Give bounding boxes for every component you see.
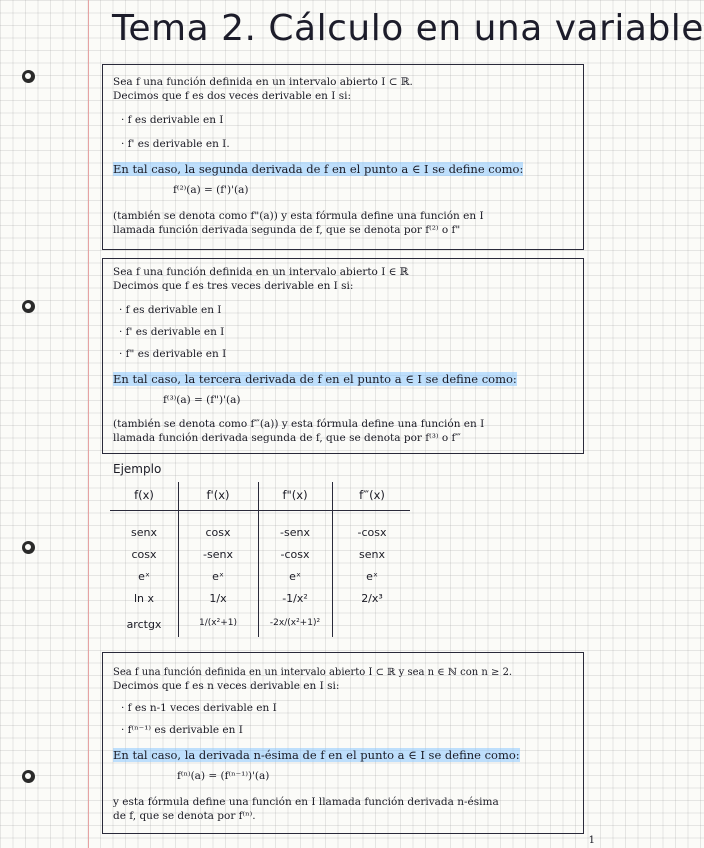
table-divider xyxy=(110,510,410,511)
bullet-item: · f' es derivable en I. xyxy=(121,138,230,150)
page-title: Tema 2. Cálculo en una variable xyxy=(112,8,704,49)
page-number: 1 xyxy=(588,835,595,846)
table-cell: 1/x xyxy=(209,592,227,605)
binder-hole xyxy=(22,541,35,554)
formula: f⁽ⁿ⁾(a) = (f⁽ⁿ⁻¹⁾)'(a) xyxy=(177,770,270,782)
text-line: (también se denota como f"(a)) y esta fórmula define una función en I xyxy=(113,210,484,222)
text-line: Decimos que f es dos veces derivable en I si: xyxy=(113,90,352,102)
table-divider xyxy=(178,482,179,637)
table-cell: -senx xyxy=(203,548,233,561)
text-line: llamada función derivada segunda de f, que se denota por f⁽³⁾ o f‴ xyxy=(113,432,461,444)
table-cell: 1/(x²+1) xyxy=(199,618,237,628)
highlighted-text: En tal caso, la derivada n-ésima de f en el punto a ∈ I se define como: xyxy=(113,748,520,762)
binder-hole xyxy=(22,770,35,783)
highlighted-text: En tal caso, la tercera derivada de f en el punto a ∈ I se define como: xyxy=(113,372,517,386)
definition-box-second-derivative xyxy=(102,64,584,250)
table-cell: -senx xyxy=(280,526,310,539)
text-line: (también se denota como f‴(a)) y esta fórmula define una función en I xyxy=(113,418,485,430)
bullet-item: · f⁽ⁿ⁻¹⁾ es derivable en I xyxy=(121,724,243,736)
table-header: f(x) xyxy=(134,488,154,502)
table-cell: 2/x³ xyxy=(361,592,383,605)
example-label: Ejemplo xyxy=(113,462,162,476)
highlighted-text: En tal caso, la segunda derivada de f en el punto a ∈ I se define como: xyxy=(113,162,524,176)
text-line: de f, que se denota por f⁽ⁿ⁾. xyxy=(113,810,256,822)
table-header: f‴(x) xyxy=(359,488,385,502)
formula: f⁽³⁾(a) = (f")'(a) xyxy=(163,394,241,406)
table-divider xyxy=(258,482,259,637)
table-cell: -cosx xyxy=(357,526,387,539)
table-cell: cosx xyxy=(131,548,157,561)
text-line: y esta fórmula define una función en I llamada función derivada n-ésima xyxy=(113,796,499,808)
binder-hole xyxy=(22,300,35,313)
text-line: llamada función derivada segunda de f, que se denota por f⁽²⁾ o f" xyxy=(113,224,461,236)
table-cell: eˣ xyxy=(289,570,301,583)
table-cell: arctgx xyxy=(126,618,162,631)
table-divider xyxy=(332,482,333,637)
table-cell: cosx xyxy=(205,526,231,539)
text-line xyxy=(113,163,523,176)
text-line: Sea f una función definida en un intervalo abierto I ⊂ ℝ y sea n ∈ ℕ con n ≥ 2. xyxy=(113,667,513,678)
table-cell: eˣ xyxy=(366,570,378,583)
definition-box-third-derivative xyxy=(102,258,584,454)
text-line xyxy=(113,749,520,762)
table-cell: -2x/(x²+1)² xyxy=(269,618,321,628)
text-line: Sea f una función definida en un intervalo abierto I ∈ ℝ xyxy=(113,266,409,278)
margin-line xyxy=(88,0,89,848)
text-line xyxy=(113,373,517,386)
text-line: Sea f una función definida en un intervalo abierto I ⊂ ℝ. xyxy=(113,76,413,88)
bullet-item: · f" es derivable en I xyxy=(119,348,227,360)
bullet-item: · f' es derivable en I xyxy=(119,326,225,338)
table-cell: eˣ xyxy=(212,570,224,583)
table-cell: -1/x² xyxy=(282,592,308,605)
table-header: f'(x) xyxy=(206,488,230,502)
bullet-item: · f es n-1 veces derivable en I xyxy=(121,702,277,714)
definition-box-nth-derivative xyxy=(102,652,584,834)
table-cell: ln x xyxy=(133,592,155,605)
table-cell: eˣ xyxy=(138,570,150,583)
bullet-item: · f es derivable en I xyxy=(121,114,224,126)
derivatives-table xyxy=(110,474,410,640)
binder-hole xyxy=(22,70,35,83)
table-cell: -cosx xyxy=(280,548,310,561)
formula: f⁽²⁾(a) = (f')'(a) xyxy=(173,184,249,196)
table-cell: senx xyxy=(359,548,385,561)
text-line: Decimos que f es tres veces derivable en I si: xyxy=(113,280,354,292)
bullet-item: · f es derivable en I xyxy=(119,304,222,316)
text-line: Decimos que f es n veces derivable en I si: xyxy=(113,680,340,692)
table-header: f"(x) xyxy=(282,488,308,502)
table-cell: senx xyxy=(131,526,157,539)
